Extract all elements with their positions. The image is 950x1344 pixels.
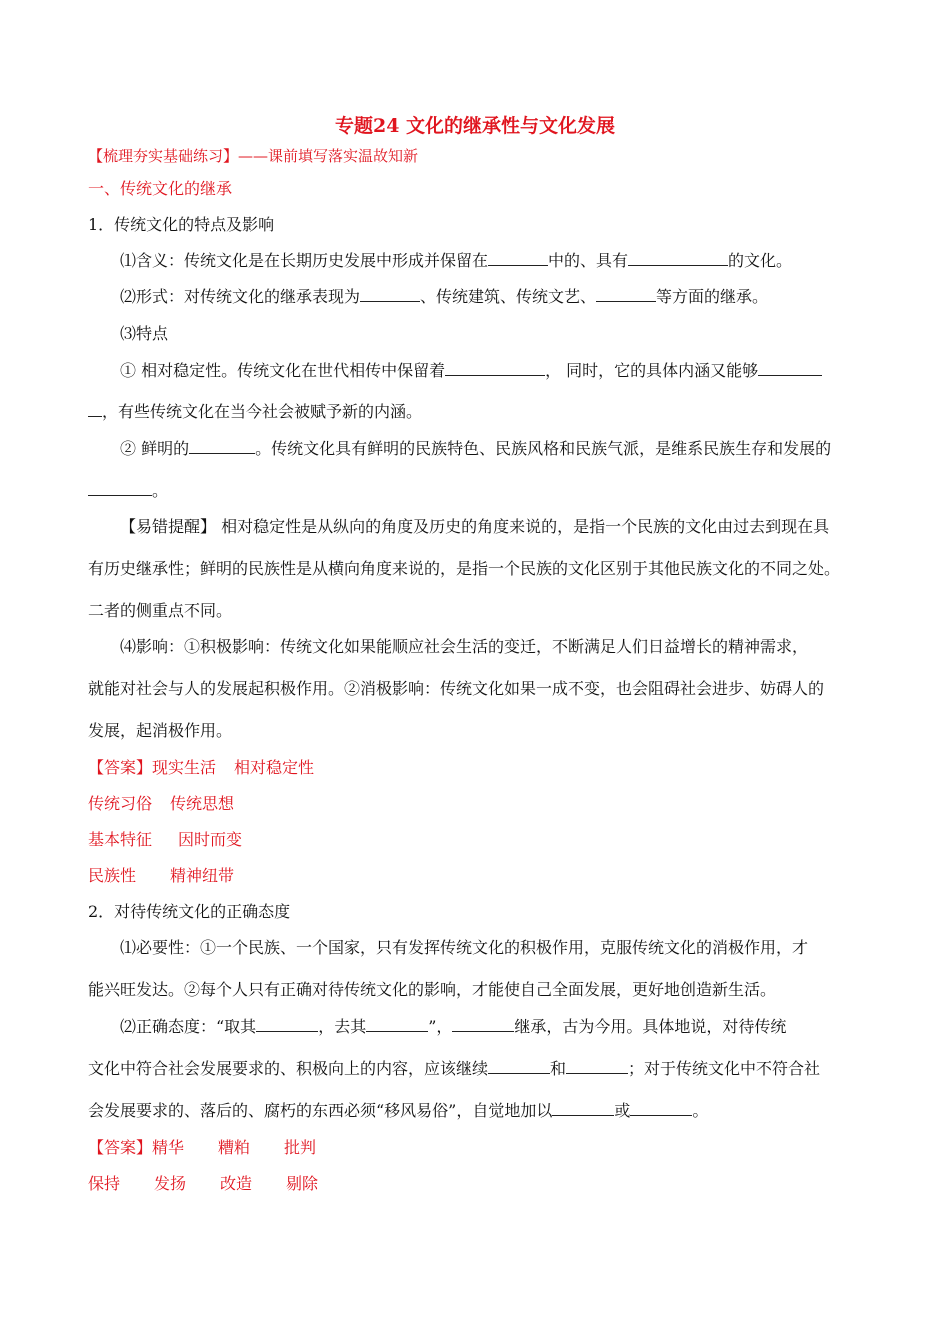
blank bbox=[452, 1016, 514, 1032]
answer-label: 【答案】 bbox=[88, 758, 153, 777]
text: ⑵形式：对传统文化的继承表现为 bbox=[120, 287, 361, 306]
paragraph-nationality-cont bbox=[88, 480, 168, 502]
blank bbox=[552, 1100, 614, 1116]
paragraph-attitude-1 bbox=[120, 1016, 786, 1038]
text: 、传统建筑、传统文艺、 bbox=[420, 287, 597, 306]
answer1-line-4 bbox=[88, 865, 234, 887]
paragraph-definition bbox=[120, 250, 792, 272]
answer-item: 改造 bbox=[220, 1174, 253, 1193]
answer-item: 基本特征 bbox=[88, 830, 153, 849]
page-title: 专题24 文化的继承性与文化发展 bbox=[334, 115, 616, 137]
blank bbox=[88, 480, 152, 496]
blank bbox=[630, 1100, 692, 1116]
text: 。 bbox=[152, 481, 169, 500]
paragraph-influence-3: 发展，起消极作用。 bbox=[88, 721, 233, 740]
paragraph-influence-1: ⑷影响：①积极影响：传统文化如果能顺应社会生活的变迁，不断满足人们日益增长的精神需求， bbox=[120, 637, 809, 656]
answer-item: 相对稳定性 bbox=[234, 758, 315, 777]
item2-heading: 2．对待传统文化的正确态度 bbox=[88, 902, 291, 921]
text: ，去其 bbox=[318, 1017, 367, 1036]
paragraph-stability bbox=[120, 360, 822, 382]
blank bbox=[566, 1058, 628, 1074]
answer-item: 精神纽带 bbox=[170, 866, 235, 885]
blank bbox=[628, 250, 728, 266]
blank bbox=[445, 360, 545, 376]
answer-item: 民族性 bbox=[88, 866, 137, 885]
text: 和 bbox=[550, 1059, 567, 1078]
answer-item: 传统思想 bbox=[170, 794, 235, 813]
text: 或 bbox=[614, 1101, 631, 1120]
answer-item: 因时而变 bbox=[178, 830, 243, 849]
paragraph-attitude-2 bbox=[88, 1058, 820, 1080]
text: ，有些传统文化在当今社会被赋予新的内涵。 bbox=[102, 402, 423, 421]
paragraph-attitude-3 bbox=[88, 1100, 708, 1122]
tip-line-1: 【易错提醒】 相对稳定性是从纵向的角度及历史的角度来说的，是指一个民族的文化由过去到现在具 bbox=[120, 517, 830, 536]
answer-item: 剔除 bbox=[286, 1174, 319, 1193]
text: 会发展要求的、落后的、腐朽的东西必须“移风易俗”，自觉地加以 bbox=[88, 1101, 553, 1120]
blank bbox=[360, 286, 420, 302]
text: ， 同时，它的具体内涵又能够 bbox=[545, 361, 759, 380]
paragraph-influence-2: 就能对社会与人的发展起积极作用。②消极影响：传统文化如果一成不变，也会阻碍社会进步、妨碍人的 bbox=[88, 679, 825, 698]
text: 的文化。 bbox=[728, 251, 793, 270]
answer-item: 保持 bbox=[88, 1174, 121, 1193]
blank bbox=[758, 360, 822, 376]
answer-item: 批判 bbox=[284, 1138, 317, 1157]
answer-item: 发扬 bbox=[154, 1174, 187, 1193]
blank bbox=[366, 1016, 428, 1032]
text: 继承，古为今用。具体地说，对待传统 bbox=[514, 1017, 787, 1036]
text: ⑴含义：传统文化是在长期历史发展中形成并保留在 bbox=[120, 251, 489, 270]
answer-label: 【答案】 bbox=[88, 1138, 153, 1157]
answer-item: 现实生活 bbox=[152, 758, 217, 777]
blank bbox=[88, 401, 102, 417]
text: 等方面的继承。 bbox=[656, 287, 769, 306]
text: ”， bbox=[428, 1017, 453, 1036]
answer1-line-2 bbox=[88, 793, 234, 815]
text: 。传统文化具有鲜明的民族特色、民族风格和民族气派，是维系民族生存和发展的 bbox=[255, 439, 832, 458]
paragraph-stability-cont bbox=[88, 401, 422, 423]
section1-heading: 一、传统文化的继承 bbox=[88, 179, 233, 198]
tip-line-3: 二者的侧重点不同。 bbox=[88, 601, 233, 620]
answer2-line-1 bbox=[88, 1137, 316, 1159]
paragraph-necessity-1: ⑴必要性：①一个民族、一个国家，只有发挥传统文化的积极作用，克服传统文化的消极作用，才 bbox=[120, 938, 809, 957]
item1-heading: 1．传统文化的特点及影响 bbox=[88, 215, 275, 234]
tip-line-2: 有历史继承性；鲜明的民族性是从横向角度来说的，是指一个民族的文化区别于其他民族文化的不同之处。 bbox=[88, 559, 841, 578]
blank bbox=[488, 250, 548, 266]
blank bbox=[488, 1058, 550, 1074]
subtitle-rest: ——课前填写落实温故知新 bbox=[238, 147, 419, 165]
text: ② 鲜明的 bbox=[120, 439, 190, 458]
answer1-line-3 bbox=[88, 829, 242, 851]
blank bbox=[596, 286, 656, 302]
blank bbox=[256, 1016, 318, 1032]
text: 中的、具有 bbox=[548, 251, 629, 270]
text: ；对于传统文化中不符合社 bbox=[628, 1059, 821, 1078]
text: 。 bbox=[692, 1101, 709, 1120]
paragraph-features-heading: ⑶特点 bbox=[120, 324, 169, 343]
answer1-line-1 bbox=[88, 757, 314, 779]
answer2-line-2 bbox=[88, 1173, 318, 1195]
paragraph-necessity-2: 能兴旺发达。②每个人只有正确对待传统文化的影响，才能使自己全面发展，更好地创造新生活。 bbox=[88, 980, 777, 999]
answer-item: 精华 bbox=[152, 1138, 185, 1157]
answer-item: 传统习俗 bbox=[88, 794, 153, 813]
answer-item: 糟粕 bbox=[218, 1138, 251, 1157]
text: ① 相对稳定性。传统文化在世代相传中保留着 bbox=[120, 361, 446, 380]
text: ⑵正确态度：“取其 bbox=[120, 1017, 257, 1036]
paragraph-nationality bbox=[120, 438, 831, 460]
subtitle-bracket: 【梳理夯实基础练习】 bbox=[88, 147, 239, 165]
paragraph-form bbox=[120, 286, 768, 308]
blank bbox=[189, 438, 255, 454]
text: 文化中符合社会发展要求的、积极向上的内容，应该继续 bbox=[88, 1059, 489, 1078]
subtitle bbox=[88, 145, 418, 167]
